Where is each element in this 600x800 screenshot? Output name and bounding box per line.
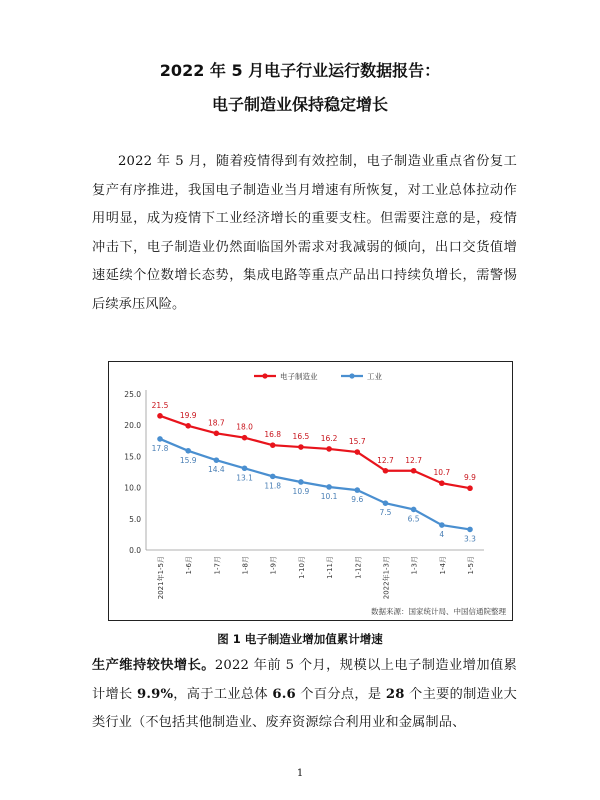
data-point <box>185 448 191 454</box>
data-point <box>411 468 417 474</box>
data-point <box>383 468 389 474</box>
data-label: 6.5 <box>407 514 420 524</box>
data-label: 17.8 <box>151 443 169 453</box>
chart-frame <box>108 361 513 621</box>
data-label: 14.4 <box>208 465 225 475</box>
data-point <box>242 435 248 441</box>
data-label: 13.1 <box>236 473 253 483</box>
figure-caption: 图 1 电子制造业增加值累计增速 <box>217 632 383 646</box>
x-tick-label: 1-7月 <box>213 556 222 575</box>
data-label: 18.7 <box>208 418 225 428</box>
section-text-4: 个主要的制造业大类行业（不包括其他制造业、废弃资源综合利用业和金属制品、 <box>92 686 517 730</box>
legend-marker <box>262 373 267 378</box>
data-label: 10.9 <box>292 486 310 496</box>
data-point <box>467 485 473 491</box>
data-label: 11.8 <box>264 481 282 491</box>
data-point <box>439 480 445 486</box>
x-tick-label: 1-11月 <box>326 556 335 579</box>
intro-paragraph: 2022 年 5 月，随着疫情得到有效控制，电子制造业重点省份复工复产有序推进，我国电子制造业当月增速有所恢复，对工业总体拉动作用明显，成为疫情下工业经济增长的重要支柱。但需要注意的是，疫情冲击下，电子制造业仍然面临国外需求对我减弱的倾向，出口交货值增速延续个位数增长态势，集成电路等重点产品出口持续负增长，需警惕后续承压风险。 <box>92 154 517 312</box>
y-tick-label: 0.0 <box>129 546 141 555</box>
section-lead: 生产维持较快增长。 <box>92 658 215 673</box>
data-label: 16.5 <box>292 432 310 442</box>
data-point <box>242 465 248 471</box>
data-label: 12.7 <box>405 455 422 465</box>
section-value-count: 28 <box>385 686 405 702</box>
data-point <box>185 423 191 429</box>
x-tick-label: 1-6月 <box>185 556 194 575</box>
data-point <box>411 507 417 513</box>
page-number: 1 <box>296 768 304 779</box>
data-point <box>383 500 389 506</box>
series-line-industry <box>160 439 470 529</box>
x-tick-label: 2022年1-3月 <box>382 556 391 600</box>
y-tick-label: 15.0 <box>124 452 141 462</box>
legend-label: 工业 <box>367 372 382 381</box>
y-tick-label: 5.0 <box>129 514 141 524</box>
report-title: 2022 年 5 月电子行业运行数据报告： <box>159 61 441 80</box>
data-point <box>298 479 304 485</box>
chart-source-note: 数据来源：国家统计局、中国信通院整理 <box>371 607 506 616</box>
data-label: 3.3 <box>464 534 476 544</box>
data-point <box>467 527 473 533</box>
data-point <box>298 444 304 450</box>
x-tick-label: 1-12月 <box>354 556 363 579</box>
section-value-growth: 9.9% <box>137 686 174 702</box>
x-tick-label: 1-5月 <box>467 556 475 575</box>
data-point <box>214 431 220 437</box>
x-tick-label: 1-3月 <box>410 556 419 575</box>
data-label: 21.5 <box>151 400 169 410</box>
data-point <box>354 449 360 455</box>
x-tick-label: 1-10月 <box>297 556 306 579</box>
data-label: 16.2 <box>320 433 338 443</box>
legend-marker <box>349 373 354 378</box>
data-label: 4 <box>439 530 445 540</box>
data-label: 12.7 <box>377 455 394 465</box>
section-text-3: 个百分点，是 <box>295 686 386 702</box>
data-label: 15.7 <box>348 437 366 447</box>
growth-line-chart <box>109 362 512 620</box>
data-point <box>326 484 332 490</box>
section-text-1: 2022 年前 5 个月，规模以上电子制造业增加值累计增长 <box>92 658 517 702</box>
x-tick-label: 2021年1-5月 <box>157 556 165 600</box>
data-point <box>439 522 445 528</box>
data-label: 18.0 <box>236 422 253 432</box>
data-label: 15.9 <box>179 455 197 465</box>
x-tick-label: 1-9月 <box>269 556 278 575</box>
data-point <box>354 487 360 493</box>
data-label: 7.5 <box>379 508 392 518</box>
data-point <box>214 457 220 463</box>
data-label: 16.8 <box>264 430 282 440</box>
y-tick-label: 25.0 <box>124 390 141 399</box>
section-text-2: ，高于工业总体 <box>173 686 273 702</box>
report-subtitle: 电子制造业保持稳定增长 <box>211 95 388 114</box>
data-point <box>157 413 163 419</box>
y-tick-label: 20.0 <box>124 421 141 431</box>
x-tick-label: 1-4月 <box>438 556 447 575</box>
data-point <box>157 436 163 442</box>
section-value-gap: 6.6 <box>272 686 296 702</box>
data-point <box>326 446 332 452</box>
data-label: 10.7 <box>433 468 451 478</box>
data-label: 9.9 <box>464 473 476 483</box>
data-label: 10.1 <box>320 491 338 501</box>
data-point <box>270 442 276 448</box>
data-label: 9.6 <box>351 495 364 505</box>
data-point <box>270 474 276 480</box>
legend-label: 电子制造业 <box>280 372 318 381</box>
x-tick-label: 1-8月 <box>241 556 250 575</box>
y-tick-label: 10.0 <box>124 483 141 493</box>
data-label: 19.9 <box>179 410 197 420</box>
production-paragraph <box>92 652 517 738</box>
